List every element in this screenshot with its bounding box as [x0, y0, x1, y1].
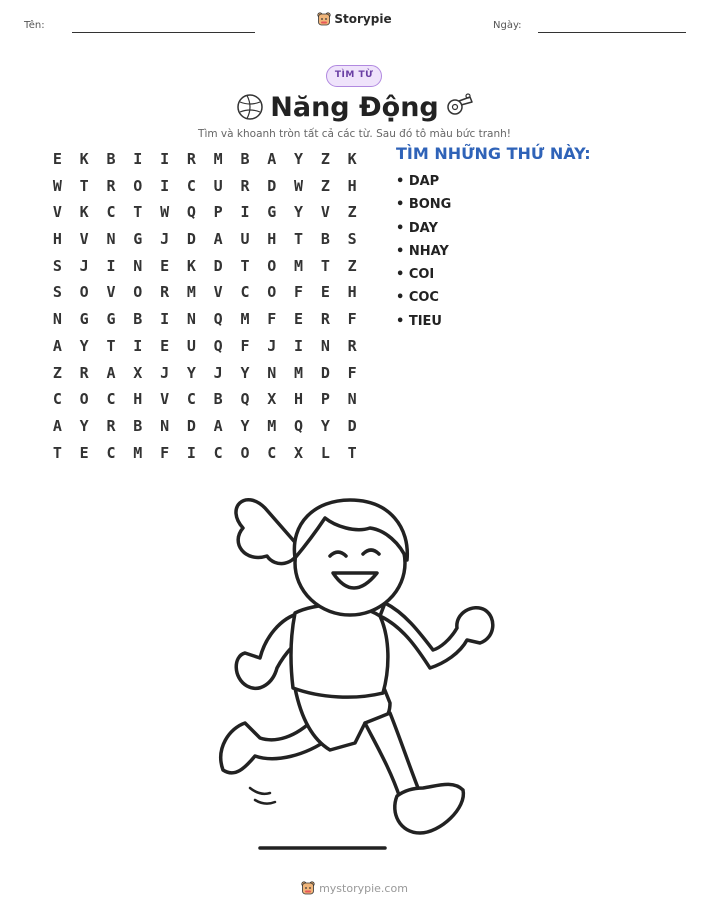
word-list-item: • BONG: [396, 197, 452, 213]
shirt[interactable]: [291, 605, 388, 697]
grid-cell[interactable]: F: [347, 310, 357, 329]
grid-cell[interactable]: K: [347, 150, 357, 168]
grid-cell[interactable]: C: [52, 390, 62, 409]
grid-cell[interactable]: E: [320, 283, 330, 302]
hair-bun[interactable]: [236, 500, 300, 564]
grid-cell[interactable]: F: [347, 363, 357, 382]
grid-cell[interactable]: N: [267, 363, 277, 382]
grid-cell[interactable]: O: [267, 283, 277, 302]
grid-cell[interactable]: C: [186, 390, 196, 409]
grid-cell[interactable]: M: [267, 416, 277, 435]
grid-cell[interactable]: C: [106, 443, 116, 462]
grid-cell[interactable]: N: [106, 230, 116, 249]
grid-cell[interactable]: R: [79, 363, 89, 382]
grid-cell[interactable]: C: [240, 283, 250, 302]
grid-cell[interactable]: D: [347, 416, 357, 435]
grid-cell[interactable]: Y: [240, 363, 250, 382]
grid-cell[interactable]: Y: [320, 416, 330, 435]
grid-cell[interactable]: H: [133, 390, 143, 409]
grid-cell[interactable]: M: [294, 256, 304, 275]
grid-cell[interactable]: I: [240, 203, 250, 222]
grid-cell[interactable]: E: [294, 310, 304, 329]
grid-cell[interactable]: R: [320, 310, 330, 329]
grid-cell[interactable]: A: [106, 363, 116, 382]
grid-cell[interactable]: K: [186, 256, 196, 275]
grid-cell[interactable]: M: [213, 150, 223, 168]
grid-cell[interactable]: G: [106, 310, 116, 329]
grid-cell[interactable]: O: [79, 390, 89, 409]
grid-cell[interactable]: D: [186, 230, 196, 249]
grid-cell[interactable]: F: [294, 283, 304, 302]
grid-cell[interactable]: P: [213, 203, 223, 222]
storypie-logo-icon: [317, 12, 331, 26]
motion-mark: [255, 800, 275, 804]
grid-cell[interactable]: W: [160, 203, 170, 222]
grid-cell[interactable]: N: [52, 310, 62, 329]
grid-cell[interactable]: K: [79, 150, 89, 168]
grid-cell[interactable]: E: [79, 443, 89, 462]
grid-cell[interactable]: T: [52, 443, 62, 462]
front-arm[interactable]: [380, 603, 493, 668]
grid-cell[interactable]: P: [320, 390, 330, 409]
grid-cell[interactable]: I: [160, 150, 170, 168]
grid-cell[interactable]: D: [213, 256, 223, 275]
grid-cell[interactable]: Y: [240, 416, 250, 435]
grid-cell[interactable]: H: [52, 230, 62, 249]
grid-cell[interactable]: D: [267, 176, 277, 195]
grid-cell[interactable]: F: [267, 310, 277, 329]
grid-cell[interactable]: M: [186, 283, 196, 302]
grid-cell[interactable]: Q: [213, 310, 223, 329]
grid-cell[interactable]: H: [347, 176, 357, 195]
worksheet-type-badge: TÌM TỪ: [326, 65, 382, 87]
grid-cell[interactable]: J: [160, 230, 170, 249]
grid-cell[interactable]: C: [106, 390, 116, 409]
word-list-item: • TIEU: [396, 313, 442, 329]
grid-cell[interactable]: J: [213, 363, 223, 382]
grid-cell[interactable]: I: [160, 310, 170, 329]
footer-url[interactable]: mystorypie.com: [319, 882, 408, 895]
grid-cell[interactable]: T: [79, 176, 89, 195]
front-leg[interactable]: [365, 713, 420, 798]
grid-cell[interactable]: K: [79, 203, 89, 222]
storypie-logo-icon: [301, 881, 315, 895]
grid-cell[interactable]: N: [186, 310, 196, 329]
grid-cell[interactable]: X: [267, 390, 277, 409]
grid-cell[interactable]: Z: [347, 256, 357, 275]
grid-cell[interactable]: G: [267, 203, 277, 222]
grid-cell[interactable]: M: [133, 443, 143, 462]
date-label: Ngày:: [493, 20, 522, 31]
grid-cell[interactable]: I: [294, 336, 304, 355]
motion-mark: [250, 788, 270, 794]
grid-cell[interactable]: E: [52, 150, 62, 168]
grid-cell[interactable]: X: [294, 443, 304, 462]
grid-cell[interactable]: V: [320, 203, 330, 222]
grid-cell[interactable]: M: [294, 363, 304, 382]
grid-cell[interactable]: S: [347, 230, 357, 249]
grid-cell[interactable]: Q: [186, 203, 196, 222]
grid-cell[interactable]: E: [160, 256, 170, 275]
grid-cell[interactable]: J: [267, 336, 277, 355]
grid-cell[interactable]: V: [160, 390, 170, 409]
word-list-item: • NHAY: [396, 243, 449, 259]
grid-cell[interactable]: Y: [79, 416, 89, 435]
grid-cell[interactable]: U: [240, 230, 250, 249]
grid-cell[interactable]: H: [347, 283, 357, 302]
grid-cell[interactable]: B: [320, 230, 330, 249]
word-list-item: • DAP: [396, 174, 440, 189]
grid-cell[interactable]: B: [133, 310, 143, 329]
footer: [0, 881, 709, 895]
front-shoe[interactable]: [395, 784, 464, 833]
grid-cell[interactable]: N: [160, 416, 170, 435]
grid-cell[interactable]: I: [186, 443, 196, 462]
grid-cell[interactable]: T: [106, 336, 116, 355]
grid-cell[interactable]: R: [240, 176, 250, 195]
grid-cell[interactable]: B: [240, 150, 250, 168]
running-girl-illustration[interactable]: [205, 488, 505, 858]
grid-cell[interactable]: B: [106, 150, 116, 168]
grid-cell[interactable]: R: [106, 176, 116, 195]
grid-cell[interactable]: D: [320, 363, 330, 382]
word-list: [396, 170, 451, 333]
grid-cell[interactable]: N: [320, 336, 330, 355]
grid-cell[interactable]: U: [213, 176, 223, 195]
page-title: Năng Động: [270, 92, 439, 123]
grid-cell[interactable]: O: [133, 283, 143, 302]
grid-cell[interactable]: T: [240, 256, 250, 275]
grid-cell[interactable]: O: [267, 256, 277, 275]
grid-cell[interactable]: R: [160, 283, 170, 302]
grid-cell[interactable]: R: [186, 150, 196, 168]
grid-cell[interactable]: H: [267, 230, 277, 249]
grid-cell[interactable]: Y: [79, 336, 89, 355]
grid-cell[interactable]: C: [106, 203, 116, 222]
grid-cell[interactable]: S: [52, 283, 62, 302]
grid-cell[interactable]: T: [347, 443, 357, 462]
grid-cell[interactable]: J: [160, 363, 170, 382]
grid-cell[interactable]: O: [240, 443, 250, 462]
grid-cell[interactable]: W: [294, 176, 304, 195]
grid-cell[interactable]: G: [79, 310, 89, 329]
grid-cell[interactable]: L: [320, 443, 330, 462]
word-list-title: TÌM NHỮNG THỨ NÀY:: [396, 144, 591, 163]
grid-cell[interactable]: F: [240, 336, 250, 355]
grid-cell[interactable]: V: [52, 203, 62, 222]
grid-cell[interactable]: Q: [240, 390, 250, 409]
grid-cell[interactable]: T: [294, 230, 304, 249]
grid-cell[interactable]: M: [240, 310, 250, 329]
grid-cell[interactable]: T: [320, 256, 330, 275]
word-list-item: • COC: [396, 290, 439, 306]
grid-cell[interactable]: V: [106, 283, 116, 302]
brand: [0, 12, 709, 26]
grid-cell[interactable]: A: [267, 150, 277, 168]
grid-cell[interactable]: V: [213, 283, 223, 302]
grid-cell[interactable]: X: [133, 363, 143, 382]
grid-cell[interactable]: N: [133, 256, 143, 275]
grid-cell[interactable]: R: [106, 416, 116, 435]
grid-cell[interactable]: R: [347, 336, 357, 355]
instructions: Tìm và khoanh tròn tất cả các từ. Sau đó tô màu bức tranh!: [198, 128, 511, 140]
grid-cell[interactable]: S: [52, 256, 62, 275]
grid-cell[interactable]: C: [213, 443, 223, 462]
grid-cell[interactable]: I: [133, 336, 143, 355]
grid-cell[interactable]: Z: [347, 203, 357, 222]
word-list-item: • DAY: [396, 220, 438, 236]
word-search-grid[interactable]: [44, 146, 366, 466]
grid-cell[interactable]: D: [186, 416, 196, 435]
grid-cell[interactable]: B: [133, 416, 143, 435]
grid-cell[interactable]: U: [186, 336, 196, 355]
grid-cell[interactable]: Y: [294, 150, 304, 168]
grid-cell[interactable]: F: [160, 443, 170, 462]
whistle-icon: [444, 92, 474, 120]
grid-cell[interactable]: J: [79, 256, 89, 275]
grid-cell[interactable]: T: [133, 203, 143, 222]
grid-cell[interactable]: V: [79, 230, 89, 249]
grid-cell[interactable]: N: [347, 390, 357, 409]
grid-cell[interactable]: O: [133, 176, 143, 195]
grid-cell[interactable]: C: [186, 176, 196, 195]
grid-cell[interactable]: Q: [213, 336, 223, 355]
grid-cell[interactable]: A: [213, 230, 223, 249]
word-list-item: • COI: [396, 267, 435, 283]
grid-cell[interactable]: G: [133, 230, 143, 249]
grid-cell[interactable]: Z: [320, 176, 330, 195]
grid-cell[interactable]: I: [160, 176, 170, 195]
grid-cell[interactable]: E: [160, 336, 170, 355]
grid-cell[interactable]: O: [79, 283, 89, 302]
grid-cell[interactable]: H: [294, 390, 304, 409]
grid-cell[interactable]: I: [106, 256, 116, 275]
grid-cell[interactable]: Z: [52, 363, 62, 382]
grid-cell[interactable]: C: [267, 443, 277, 462]
name-line[interactable]: [72, 32, 255, 33]
grid-cell[interactable]: Q: [294, 416, 304, 435]
brand-name: Storypie: [334, 12, 392, 26]
grid-cell[interactable]: A: [52, 416, 62, 435]
grid-cell[interactable]: Z: [320, 150, 330, 168]
grid-cell[interactable]: W: [52, 176, 62, 195]
grid-cell[interactable]: B: [213, 390, 223, 409]
name-label: Tên:: [24, 20, 45, 31]
grid-cell[interactable]: Y: [186, 363, 196, 382]
grid-cell[interactable]: Y: [294, 203, 304, 222]
grid-cell[interactable]: I: [133, 150, 143, 168]
grid-cell[interactable]: A: [213, 416, 223, 435]
date-line[interactable]: [538, 32, 686, 33]
grid-cell[interactable]: A: [52, 336, 62, 355]
